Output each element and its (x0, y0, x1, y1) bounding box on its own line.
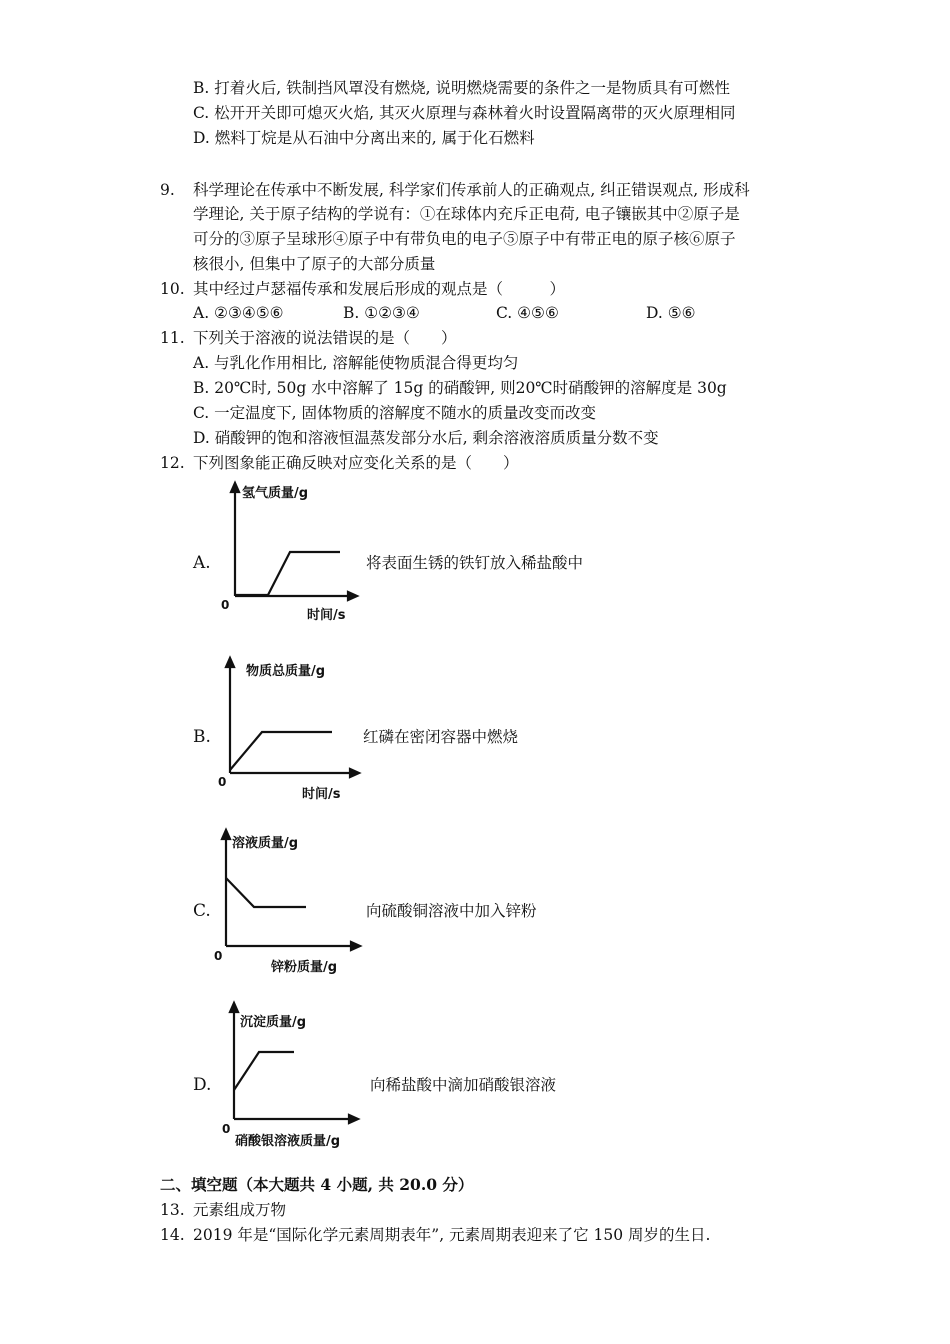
graph-b-xlabel: 时间/s (302, 787, 341, 802)
q8-option-c: C. 松开开关即可熄灭火焰, 其灭火原理与森林着火时设置隔离带的灭火原理相同 (193, 104, 736, 122)
graph-c-x-arrow (351, 942, 360, 950)
graph-c-curve (226, 878, 306, 907)
graph-d-caption: 向稀盐酸中滴加硝酸银溶液 (370, 1076, 557, 1094)
graph-b-curve (230, 732, 332, 770)
graph-a-caption: 将表面生锈的铁钉放入稀盐酸中 (366, 554, 584, 572)
q9-line: 可分的③原子呈球形④原子中有带负电的电子⑤原子中有带正电的原子核⑥原子 (193, 230, 736, 248)
graph-d-curve (234, 1052, 294, 1090)
q11-stem: 下列关于溶液的说法错误的是（ ） (193, 329, 457, 347)
q10-stem: 其中经过卢瑟福传承和发展后形成的观点是（ ） (193, 280, 566, 298)
graph-a-plot (225, 480, 365, 605)
graph-d-plot (226, 1000, 366, 1125)
graph-c-origin: 0 (214, 949, 223, 963)
graph-d-xlabel: 硝酸银溶液质量/g (235, 1134, 341, 1149)
graph-b-y-arrow (226, 658, 234, 667)
graph-d-y-arrow (230, 1003, 238, 1012)
q10-option-a: A. ②③④⑤⑥ (193, 304, 284, 322)
q9-line: 科学理论在传承中不断发展, 科学家们传承前人的正确观点, 纠正错误观点, 形成科 (193, 181, 750, 199)
q12-option-b-label: B. (193, 727, 211, 747)
graph-b-ylabel: 物质总质量/g (246, 664, 326, 679)
graph-b-plot (222, 655, 367, 780)
q10-option-c: C. ④⑤⑥ (496, 304, 559, 322)
q9-number: 9. (160, 181, 175, 199)
section-2-heading: 二、填空题（本大题共 4 小题, 共 20.0 分） (160, 1175, 474, 1194)
q11-option-c: C. 一定温度下, 固体物质的溶解度不随水的质量改变而改变 (193, 404, 597, 422)
q9-line: 学理论, 关于原子结构的学说有：①在球体内充斥正电荷, 电子镶嵌其中②原子是 (193, 205, 740, 223)
graph-a-xlabel: 时间/s (307, 608, 346, 623)
graph-a-x-arrow (348, 592, 357, 600)
graph-d-origin: 0 (222, 1122, 231, 1136)
q9-line: 核很小, 但集中了原子的大部分质量 (193, 255, 436, 273)
graph-c-plot (218, 827, 368, 952)
q10-option-d: D. ⑤⑥ (646, 304, 696, 322)
graph-a-y-arrow (231, 483, 239, 492)
q11-option-a: A. 与乳化作用相比, 溶解能使物质混合得更均匀 (193, 354, 519, 372)
graph-a-ylabel: 氢气质量/g (242, 486, 309, 501)
q14-text: 2019 年是“国际化学元素周期表年”, 元素周期表迎来了它 150 周岁的生日. (193, 1226, 711, 1244)
q12-stem: 下列图象能正确反映对应变化关系的是（ ） (193, 454, 519, 472)
q13-number: 13. (160, 1201, 185, 1219)
q14-number: 14. (160, 1226, 185, 1244)
q11-option-b: B. 20℃时, 50g 水中溶解了 15g 的硝酸钾, 则20℃时硝酸钾的溶解度是 30g (193, 379, 727, 397)
q12-number: 12. (160, 454, 185, 472)
graph-a-origin: 0 (221, 598, 230, 612)
q12-option-a-label: A. (193, 553, 211, 573)
q10-option-b: B. ①②③④ (343, 304, 420, 322)
q8-option-d: D. 燃料丁烷是从石油中分离出来的, 属于化石燃料 (193, 129, 535, 147)
graph-c-xlabel: 锌粉质量/g (271, 960, 338, 975)
graph-b-x-arrow (350, 769, 359, 777)
q10-number: 10. (160, 280, 185, 298)
graph-d-ylabel: 沉淀质量/g (240, 1015, 307, 1030)
q12-option-c-label: C. (193, 901, 211, 921)
q8-option-b: B. 打着火后, 铁制挡风罩没有燃烧, 说明燃烧需要的条件之一是物质具有可燃性 (193, 79, 730, 97)
graph-a-curve (235, 552, 340, 595)
q11-number: 11. (160, 329, 185, 347)
graph-b-origin: 0 (218, 775, 227, 789)
graph-d-x-arrow (349, 1115, 358, 1123)
graph-b-caption: 红磷在密闭容器中燃烧 (363, 728, 519, 746)
q11-option-d: D. 硝酸钾的饱和溶液恒温蒸发部分水后, 剩余溶液溶质质量分数不变 (193, 429, 659, 447)
q12-option-d-label: D. (193, 1075, 212, 1095)
graph-c-y-arrow (222, 830, 230, 839)
graph-c-caption: 向硫酸铜溶液中加入锌粉 (366, 902, 537, 920)
q13-text: 元素组成万物 (193, 1201, 287, 1219)
graph-c-ylabel: 溶液质量/g (232, 836, 299, 851)
